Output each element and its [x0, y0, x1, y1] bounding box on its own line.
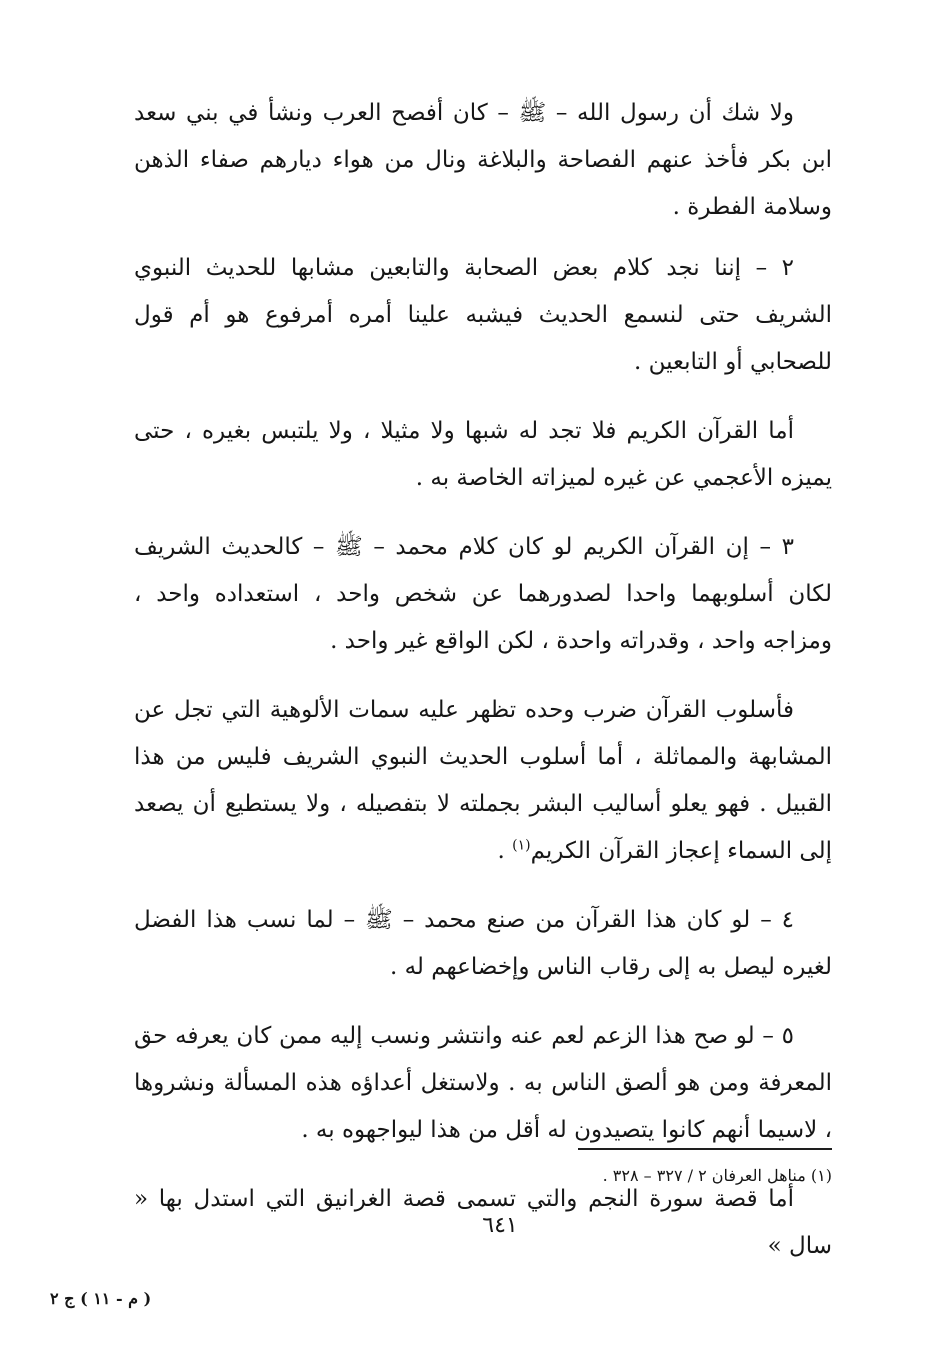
footnote-reference[interactable]: (١) — [512, 837, 531, 854]
footnote-divider — [578, 1148, 832, 1150]
paragraph-5-text: فأسلوب القرآن ضرب وحده تظهر عليه سمات الألوهية التي تجل عن المشابهة والمماثلة ، أما أسلوب الحديث النبوي الشريف فليس من هذا القبيل . فهو يعلو أساليب البشر بجملته لا بتفصيله ، ولا يستطيع أن يصعد إلى السماء إعجاز القرآن الكريم — [134, 697, 832, 864]
paragraph-8: أما قصة سورة النجم والتي تسمى قصة الغرانيق التي استدل بها « سال » — [134, 1186, 832, 1259]
paragraph-7: ٥ – لو صح هذا الزعم لعم عنه وانتشر ونسب إليه ممن كان يعرفه حق المعرفة ومن هو ألصق الناس به . ولاستغل أعداؤه هذه المسألة ونشروها ، لاسيما أنهم كانوا يتصيدون له أقل من هذا ليواجهوه به . — [134, 1023, 832, 1143]
main-text — [134, 90, 832, 1292]
paragraph-5-end: . — [497, 838, 513, 864]
footnote: (١) مناهل العرفان ٢ / ٣٢٧ – ٣٢٨ . — [602, 1166, 832, 1185]
paragraph-2: ٢ – إننا نجد كلام بعض الصحابة والتابعين مشابها للحديث النبوي الشريف حتى لنسمع الحديث فيشبه علينا أمره أمرفوع هو أم قول للصحابي أو التابعين . — [134, 255, 832, 375]
paragraph-5 — [134, 687, 832, 875]
page-number: ٦٤١ — [482, 1213, 518, 1238]
paragraph-3: أما القرآن الكريم فلا تجد له شبها ولا مثيلا ، ولا يلتبس بغيره ، حتى يميزه الأعجمي عن غيره لميزاته الخاصة به . — [134, 418, 832, 491]
paragraph-1: ولا شك أن رسول الله – ﷺ – كان أفصح العرب ونشأ في بني سعد ابن بكر فأخذ عنهم الفصاحة والبلاغة ونال من هواء ديارهم صفاء الذهن وسلامة الفطرة . — [134, 100, 832, 220]
signature-mark: ( م - ١١ ) ج ٢ — [50, 1289, 152, 1308]
paragraph-4: ٣ – إن القرآن الكريم لو كان كلام محمد – ﷺ – كالحديث الشريف لكان أسلوبهما واحدا لصدورهما عن شخص واحد ، استعداده واحد ، ومزاجه واحد ، وقدراته واحدة ، لكن الواقع غير واحد . — [134, 534, 832, 654]
paragraph-6: ٤ – لو كان هذا القرآن من صنع محمد – ﷺ – لما نسب هذا الفضل لغيره ليصل به إلى رقاب الناس وإخضاعهم له . — [134, 907, 832, 980]
